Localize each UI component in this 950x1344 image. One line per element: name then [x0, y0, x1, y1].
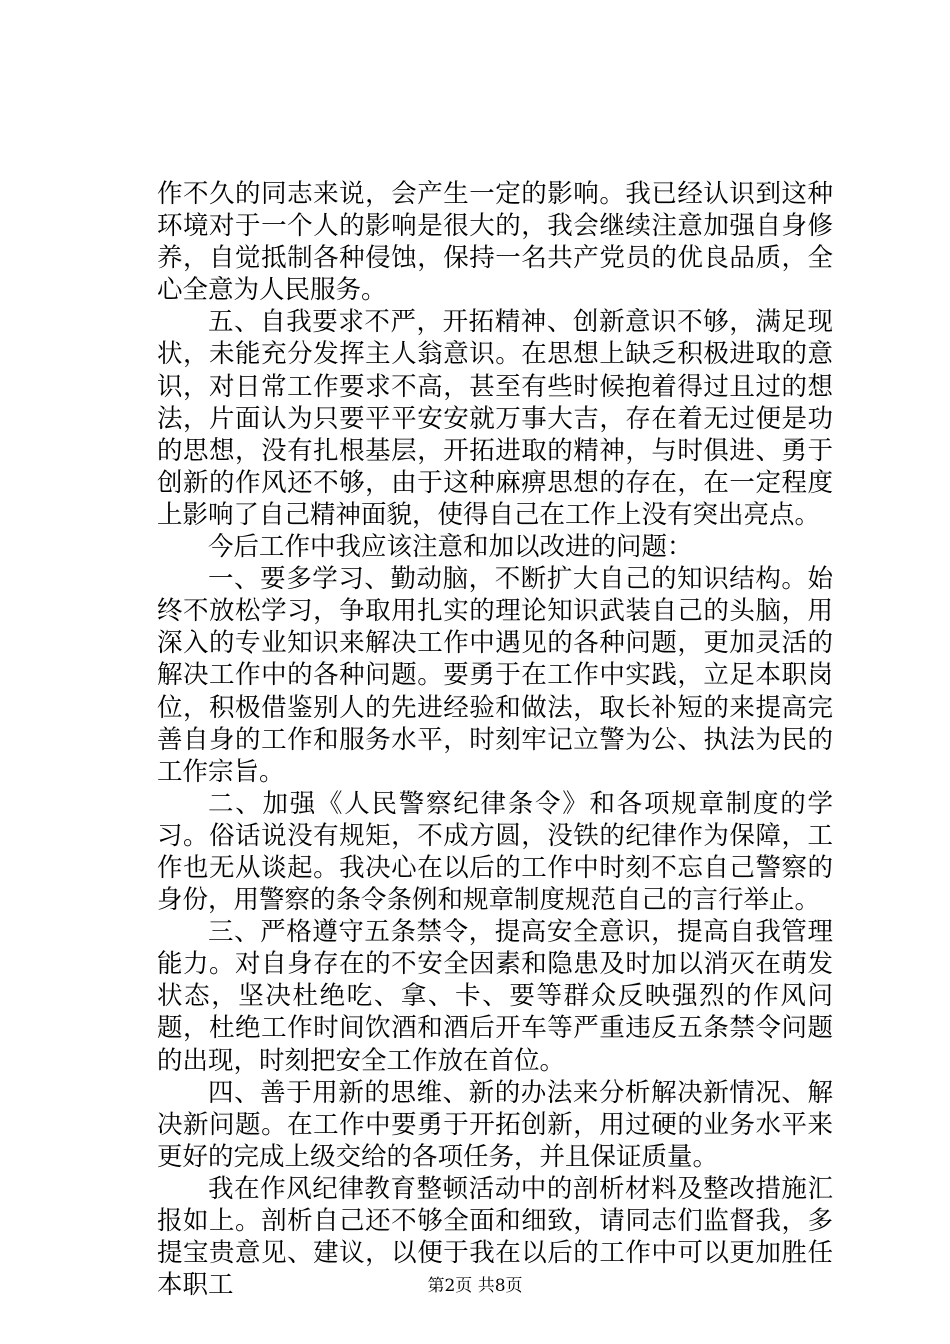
paragraph-conclusion: 我在作风纪律教育整顿活动中的剖析材料及整改措施汇报如上。剖析自己还不够全面和细致，请同志们监督我，多提宝贵意见、建议，以便于我在以后的工作中可以更加胜任本职工 — [157, 1173, 833, 1301]
paragraph-improvement-four: 四、善于用新的思维、新的办法来分析解决新情况、解决新问题。在工作中要勇于开拓创新，用过硬的业务水平来更好的完成上级交给的各项任务，并且保证质量。 — [157, 1077, 833, 1172]
paragraph-improvement-one: 一、要多学习、勤动脑，不断扩大自己的知识结构。始终不放松学习，争取用扎实的理论知识武装自己的头脑，用深入的专业知识来解决工作中遇见的各种问题，更加灵活的解决工作中的各种问题。要勇于在工作中实践，立足本职岗位，积极借鉴别人的先进经验和做法，取长补短的来提高完善自身的工作和服务水平，时刻牢记立警为公、执法为民的工作宗旨。 — [157, 564, 833, 787]
paragraph-continued: 作不久的同志来说，会产生一定的影响。我已经认识到这种环境对于一个人的影响是很大的，我会继续注意加强自身修养，自觉抵制各种侵蚀，保持一名共产党员的优良品质，全心全意为人民服务。 — [157, 179, 833, 306]
paragraph-improvement-three: 三、严格遵守五条禁令，提高安全意识，提高自我管理能力。对自身存在的不安全因素和隐患及时加以消灭在萌发状态，坚决杜绝吃、拿、卡、要等群众反映强烈的作风问题，杜绝工作时间饮酒和酒后开车等严重违反五条禁令问题的出现，时刻把安全工作放在首位。 — [157, 917, 833, 1076]
paragraph-improvement-two: 二、加强《人民警察纪律条令》和各项规章制度的学习。俗话说没有规矩，不成方圆，没铁的纪律作为保障，工作也无从谈起。我决心在以后的工作中时刻不忘自己警察的身份，用警察的条令条例和规章制度规范自己的言行举止。 — [157, 788, 833, 916]
page-number-footer: 第2页 共8页 — [427, 1276, 523, 1296]
document-body — [157, 178, 833, 1301]
paragraph-improvement-intro: 今后工作中我应该注意和加以改进的问题： — [208, 532, 693, 563]
paragraph-item-five: 五、自我要求不严，开拓精神、创新意识不够，满足现状，未能充分发挥主人翁意识。在思想上缺乏积极进取的意识，对日常工作要求不高，甚至有些时候抱着得过且过的想法，片面认为只要平平安安就万事大吉，存在着无过便是功的思想，没有扎根基层，开拓进取的精神，与时俱进、勇于创新的作风还不够，由于这种麻痹思想的存在，在一定程度上影响了自己精神面貌，使得自己在工作上没有突出亮点。 — [157, 307, 833, 530]
